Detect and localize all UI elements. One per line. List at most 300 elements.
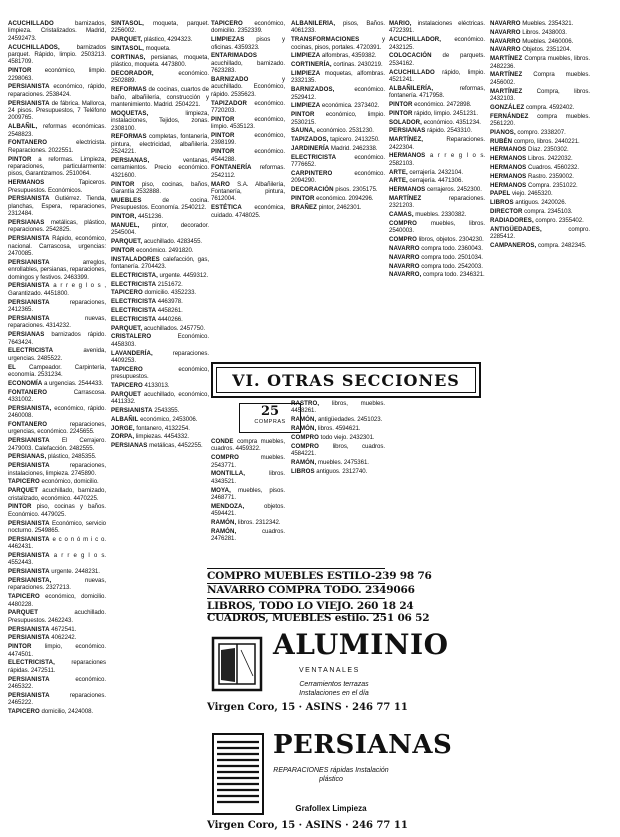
persianas-cleaning: Grafollex Limpieza	[295, 804, 367, 813]
classified-ad	[111, 197, 209, 212]
classified-ad-text: reparaciones. 2465222.	[8, 691, 106, 707]
classified-ad-text: metálicas, 4452255.	[147, 442, 203, 450]
classified-ad-heading: PINTOR	[8, 643, 32, 651]
classified-ad	[211, 438, 285, 453]
classified-ad-heading: TAPICERO	[111, 289, 143, 297]
classified-ad-heading: PERSIANISTA	[8, 568, 50, 576]
classified-ad-text: limpio, económico. 4474501.	[8, 643, 106, 658]
classifieds-column-6	[490, 20, 590, 820]
classified-ad	[111, 350, 209, 365]
classified-ad-heading: RUBÉN	[490, 137, 513, 145]
classified-ad	[8, 83, 106, 98]
classified-ad	[8, 389, 106, 404]
classified-ad-heading: MOYA,	[211, 486, 231, 494]
classified-ad-heading: NAVARRO	[389, 253, 420, 261]
classified-ad	[291, 416, 385, 423]
classified-ad-heading: COMPRO	[211, 454, 240, 462]
blind-icon	[211, 732, 265, 816]
classified-ad-heading: PERSIANISTA	[8, 195, 50, 203]
classified-ad-heading: PERSIANAS	[111, 442, 148, 450]
classified-ad	[211, 36, 285, 51]
classified-ad-text: económico, rápido, reparaciones. 2538424.	[8, 83, 106, 98]
classified-ad	[389, 271, 485, 278]
classified-ad-text: económica. 2373402.	[320, 102, 380, 110]
classified-ad-heading: BARNIZADO	[211, 76, 249, 84]
classified-ad-text: compra todo. 2501034.	[419, 253, 483, 261]
classified-ad-text: ventanas, cerramientos. Precio económico. 4321600.	[111, 157, 209, 179]
section-number: 25	[260, 404, 280, 419]
window-icon	[211, 636, 263, 692]
classified-ad-heading: FONTANERO	[8, 420, 48, 428]
classified-ad	[291, 61, 385, 68]
classified-ad	[389, 136, 485, 151]
classified-ad-heading: RAMÓN,	[291, 425, 317, 432]
classified-ad	[291, 111, 385, 126]
classified-ad	[111, 20, 209, 35]
classified-ad-text: reformas, fontanería. 4717958.	[389, 84, 485, 100]
classified-ad-heading: PERSIANISTA	[8, 675, 50, 683]
classified-ad-heading: PARQUET,	[111, 324, 143, 332]
classified-ad-text: nuevas, reparaciones. 2327213.	[8, 576, 106, 592]
classified-ad	[291, 459, 385, 466]
compras-section-box	[239, 403, 301, 433]
classified-ad	[111, 222, 209, 237]
classified-ad	[490, 208, 590, 215]
classified-ad-text: reparaciones. 2321203.	[389, 195, 485, 210]
classified-ad-text: reparaciones, urgencias, económico. 2245655.	[8, 420, 106, 436]
classified-ad-heading: CAMPANEROS,	[490, 241, 537, 249]
classified-ad	[111, 298, 209, 305]
classified-ad-heading: PERSIANISTA	[8, 99, 50, 107]
classified-ad-text: Compra, libros. 2432103.	[490, 87, 590, 102]
classified-ad	[389, 169, 485, 176]
classified-ad-text: persianas, moqueta, plástico, moqueta. 4473800.	[111, 53, 209, 69]
classified-ad-text: Tapiceros. Presupuestos. Económicos.	[8, 179, 106, 194]
classified-ad-heading: ACUCHILLADO	[389, 68, 435, 76]
classified-ad	[490, 38, 590, 45]
classified-ad	[8, 44, 106, 66]
classified-ad-text: económico. 7776652.	[291, 153, 385, 169]
classified-ad-heading: PINTOR	[291, 111, 315, 119]
classifieds-column-2	[111, 20, 209, 820]
classified-ad-heading: PAPEL	[490, 190, 511, 198]
classified-ad-text: reformas económicas. 2548823.	[8, 123, 106, 138]
classified-ad-text: reformas. 2542112.	[211, 164, 285, 179]
classified-ad	[111, 36, 209, 43]
classified-ad-heading: CORTINAS,	[111, 53, 146, 61]
classified-ad-text: 4458261.	[156, 307, 183, 315]
classified-ad	[389, 236, 485, 243]
classified-ad-heading: NAVARRO	[490, 46, 521, 54]
classified-ad-text: 4672541.	[49, 625, 77, 633]
classified-ad-text: muebles. 2543771.	[211, 454, 285, 469]
classified-ad	[291, 145, 385, 152]
classified-ad-heading: TAPICERO	[211, 20, 243, 27]
classified-ad	[8, 67, 106, 82]
classified-ad	[211, 528, 285, 543]
classified-ad	[490, 146, 590, 153]
classified-ad-text: compra todo. 2346321.	[421, 271, 485, 279]
classified-ad	[211, 204, 285, 219]
classified-ad-text: muebles. 2330382.	[413, 211, 467, 219]
classified-ad-text: muebles, pisos. 2468771.	[211, 486, 285, 502]
classified-ad-heading: HERMANOS	[8, 179, 45, 187]
classified-ad	[490, 46, 590, 53]
classified-ad-text: Compra. 2351022.	[526, 181, 578, 189]
classified-ad-heading: ALBAÑILERÍA,	[291, 20, 336, 27]
classified-ad-heading: PERSIANAS	[389, 127, 426, 135]
classified-ad-text: libros. 2312342.	[236, 519, 281, 527]
classified-ad-heading: ELECTRICISTA	[8, 347, 54, 355]
classified-ad	[291, 204, 385, 211]
classified-ad-text: económico. 4544288.	[211, 148, 285, 163]
classified-ad-heading: ZORPA,	[111, 433, 135, 441]
classified-ad-heading: FERNÁNDEZ	[490, 112, 529, 120]
classified-ad	[111, 316, 209, 323]
classified-ad-text: 2543355.	[152, 407, 180, 415]
classified-ad	[211, 470, 285, 485]
classified-ad-text: económico, rápido. 2460008.	[8, 404, 106, 420]
classified-ad-text: S.A. Albañilería, Fontanería, pintura, 7612004.	[211, 180, 285, 203]
classified-ad-heading: COMPRO	[389, 220, 418, 227]
classified-ad-text: económico. 2502889.	[111, 70, 209, 85]
classified-ad	[111, 281, 209, 288]
classified-ad	[111, 433, 209, 440]
classified-ad-heading: LIMPIEZA	[291, 52, 321, 60]
classified-ad-heading: NAVARRO	[490, 28, 521, 36]
aluminio-address: Virgen Coro, 15 · ASINS · 246 77 11	[207, 702, 408, 713]
classified-ad	[389, 186, 485, 193]
classified-ad-text: muebles. 2475361.	[316, 458, 369, 466]
classified-ad-text: compra muebles, cuadros. 4459322.	[211, 438, 285, 453]
classified-ad-heading: NAVARRO	[389, 245, 420, 252]
classified-ad-heading: ACUCHILLADO	[8, 20, 54, 27]
classified-ad	[8, 692, 106, 707]
classifieds-column-4	[291, 20, 385, 360]
classified-ad	[8, 331, 106, 346]
persianas-description: REPARACIONES rápidas Instalación plástico	[273, 767, 389, 783]
classified-ad-text: compra todo. 2542003.	[419, 262, 483, 270]
classified-ad	[111, 86, 209, 108]
classified-ad-text: plástico, 4294323.	[142, 36, 193, 44]
classified-ad-text: económico. 2094296.	[314, 195, 374, 202]
classified-ad-text: a reformas. Limpieza, reparaciones, particularmente: pisos, Garantizamos. 2510064.	[8, 155, 106, 178]
persianas-address: Virgen Coro, 15 · ASINS · 246 77 11	[207, 820, 408, 831]
classified-ad-text: 4062242.	[49, 634, 77, 642]
classified-ad-text: Libros. 2422032.	[526, 155, 573, 163]
classified-ad	[111, 181, 209, 196]
classified-ad	[490, 113, 590, 128]
classified-ad-heading: HERMANOS	[490, 172, 527, 180]
classified-ad	[291, 434, 385, 441]
classified-ad	[8, 219, 106, 234]
classified-ad-heading: PERSIANISTA	[8, 314, 50, 322]
classified-ad-text: arreglos, enrollables, persianas, reparaciones, domingos y festivos. 2463399.	[8, 258, 106, 281]
classified-ad	[389, 119, 485, 126]
classified-ad	[389, 85, 485, 100]
ad-strip-libros: LIBROS, TODO LO VIEJO. 260 18 24	[207, 600, 414, 612]
classifieds-column-5	[389, 20, 485, 820]
classified-ad-heading: PERSIANISTA	[8, 282, 50, 290]
classified-ad-heading: ALBAÑILERÍA,	[389, 84, 434, 92]
classified-ad	[111, 416, 209, 423]
classified-ad-text: económico, 2398199.	[211, 132, 285, 147]
classified-ad-text: El Cerrajero. 2479003. Calefacción. 2482555.	[8, 437, 106, 452]
classified-ad-heading: PINTOR	[8, 155, 32, 163]
classified-ad-heading: LIBROS	[490, 199, 514, 207]
aluminio-title: ALUMINIO	[273, 628, 449, 661]
classified-ad-text: económico. 2491820.	[134, 246, 194, 254]
classified-ad-heading: PERSIANISTA	[8, 235, 50, 243]
classified-ad	[291, 400, 385, 415]
classified-ad	[8, 156, 106, 178]
classified-ad-text: fontanero, 4132254.	[134, 424, 190, 432]
ad-strip-navarro: NAVARRO COMPRA TODO. 2349066	[207, 584, 415, 596]
classified-ad-text: cuadros. 2476281.	[211, 527, 285, 543]
classified-ad-heading: REFORMAS	[111, 133, 147, 141]
classified-ad-text: a r r e g l o s. 2582103.	[389, 152, 485, 167]
classifieds-column-3-lower	[211, 438, 285, 566]
classified-ad-heading: COMPRO	[291, 442, 320, 450]
classified-ad	[111, 110, 209, 132]
classified-ad-text: a r r e g l o s , Garantizado. 4451800.	[8, 282, 106, 297]
classified-ad-heading: DECORACIÓN	[291, 186, 334, 194]
classified-ad	[8, 626, 106, 633]
classified-ad-heading: PARQUET,	[111, 238, 143, 246]
classified-ad	[8, 634, 106, 641]
classified-ad	[211, 181, 285, 203]
classified-ad-text: e c o n ó m i c o. 4462431.	[8, 535, 106, 551]
classified-ad	[8, 139, 106, 154]
classified-ad-heading: PERSIANISTA	[8, 535, 50, 543]
classified-ad	[8, 20, 106, 42]
classified-ad	[490, 190, 590, 197]
classified-ad-text: pisos, Baños. 4061233.	[291, 20, 385, 35]
classified-ad	[8, 259, 106, 281]
classified-ad	[389, 245, 485, 252]
classified-ad-text: económico. 2094290.	[291, 170, 385, 185]
classified-ad-heading: CRISTALERO	[111, 333, 152, 341]
classified-ad-heading: ELECTRICISTA	[291, 153, 337, 161]
classified-ad-heading: PINTOR	[211, 115, 235, 123]
classified-ad-text: moqueta.	[143, 45, 171, 52]
classified-ad	[291, 36, 385, 51]
classified-ad	[8, 347, 106, 362]
classified-ad-text: muebles, libros. 2540003.	[389, 220, 485, 235]
classified-ad-text: acuchillados. 2457750.	[142, 324, 206, 332]
classified-ad	[490, 71, 590, 86]
classified-ad	[291, 186, 385, 193]
classified-ad-text: pisos. 2305175.	[333, 186, 378, 194]
classified-ad	[111, 70, 209, 85]
classified-ad	[8, 708, 106, 715]
classified-ad	[8, 100, 106, 122]
ad-strip-cuadros: CUADROS, MUEBLES estilo. 251 06 52	[207, 612, 430, 624]
classified-ad-heading: LIMPIEZA	[291, 102, 321, 110]
classified-ad-text: a r r e g l o s. 4552443.	[8, 551, 106, 567]
classified-ad	[8, 536, 106, 551]
classified-ad-text: metálicas, plástico, reparaciones. 2542825.	[8, 219, 106, 234]
classified-ad-heading: PARQUET	[111, 390, 142, 398]
classified-ad-text: cortinas. 2430219.	[331, 61, 383, 69]
classifieds-column-4-lower	[291, 400, 385, 566]
classified-ad-text: Compra muebles. 2456002.	[490, 71, 590, 86]
classified-ad-text: económica, cuidado. 4748025.	[211, 204, 285, 219]
classified-ad	[8, 520, 106, 535]
classified-ad	[8, 659, 106, 674]
classified-ad-heading: COLOCACIÓN	[389, 52, 432, 60]
classified-ad-heading: DECORADOR,	[111, 70, 154, 77]
classified-ad-heading: RAMÓN,	[211, 519, 237, 527]
classified-ad	[8, 380, 106, 387]
classified-ad-heading: GONZÁLEZ	[490, 103, 525, 111]
classified-ad-heading: ARTE,	[389, 168, 408, 176]
classified-ad-text: y cocinas, pisos, portales. 4720391.	[291, 36, 385, 51]
classified-ad	[490, 55, 590, 70]
classified-ad-heading: PERSIANISTA,	[8, 404, 52, 412]
classified-ad-text: rápido. 2543310.	[425, 127, 473, 135]
classified-ad-text: económico. 2465322.	[8, 675, 106, 690]
classified-ad-text: reparaciones, 2412365.	[8, 298, 106, 314]
classified-ad-heading: PINTOR,	[111, 213, 137, 221]
classified-ad-heading: TAPICERO	[8, 593, 40, 601]
classified-ad	[8, 577, 106, 592]
classified-ad	[111, 333, 209, 348]
classified-ad-heading: PINTOR	[291, 195, 315, 202]
classified-ad-heading: PERSIANISTA	[8, 437, 50, 445]
classified-ad-heading: JORGE,	[111, 424, 135, 432]
classified-ad-text: Libros. 2438003.	[520, 28, 567, 36]
classified-ad-heading: MUEBLES	[111, 196, 142, 204]
classified-ad-heading: ALBAÑIL,	[8, 123, 38, 131]
classified-ad-text: antigüedades. 2451023.	[316, 416, 383, 424]
classified-ad	[389, 127, 485, 134]
classified-ad-heading: MARTÍNEZ	[490, 71, 523, 79]
classified-ad-heading: MARIO,	[389, 20, 412, 27]
classified-ad	[211, 148, 285, 163]
classified-ad-text: económico. 2531230.	[314, 127, 374, 135]
classified-ad-heading: PINTOR	[389, 109, 413, 117]
classified-ad-text: económico. 2432125.	[389, 36, 485, 51]
classified-ad-text: 2151672.	[156, 280, 183, 288]
classified-ad	[111, 157, 209, 179]
classified-ad-heading: ENTARIMADOS	[211, 52, 258, 60]
classified-ad-heading: FONTANERO	[8, 139, 48, 147]
classified-ad-text: rápido, limpio. 4521241.	[389, 68, 485, 84]
classified-ad-text: domicilio. 4352233.	[142, 289, 197, 297]
classified-ad-text: económico, limpio. 4535123.	[211, 115, 285, 131]
classified-ad-heading: HERMANOS	[490, 146, 527, 154]
classified-ad-text: Díaz. 2350302.	[526, 146, 569, 154]
classified-ad-heading: DIRECTOR	[490, 207, 523, 215]
classified-ad-heading: PARQUET	[8, 487, 39, 495]
classified-ad-heading: TAPICERO	[8, 478, 40, 486]
classified-ad-heading: PERSIANISTA	[8, 691, 50, 699]
classified-ad-heading: SOLADOR,	[389, 118, 422, 126]
classified-ad-heading: ELECTRICISTA	[111, 280, 157, 288]
classified-ad	[8, 405, 106, 420]
classified-ad-heading: PIANOS,	[490, 128, 516, 136]
classified-ad-text: económico, limpio. 2530215.	[291, 111, 385, 126]
classified-ad-text: cerrajería. 4471306.	[407, 177, 463, 185]
aluminio-ad	[207, 626, 449, 718]
classified-ad	[211, 116, 285, 131]
classified-ad-heading: MARTÍNEZ	[389, 195, 422, 202]
classified-ad-text: económico, 2453006.	[138, 415, 198, 423]
persianas-title: PERSIANAS	[273, 730, 453, 760]
classified-ad	[211, 100, 285, 115]
classified-ad-heading: LAVANDERÍA,	[111, 349, 153, 357]
classified-ad-text: económico. 7720203.	[211, 99, 285, 115]
classified-ad-text: limpiezas. 4454332.	[134, 433, 190, 441]
classified-ad	[8, 421, 106, 436]
classified-ad	[389, 254, 485, 261]
classified-ad-heading: ACUCHILLADOS,	[8, 43, 60, 51]
classified-ad-heading: PERSIANAS,	[8, 453, 47, 461]
classified-ad-text: de parquets. 2534162.	[389, 52, 485, 67]
classified-ad-text: 4133013.	[142, 382, 170, 390]
classified-ad	[389, 101, 485, 108]
classified-ad-text: Campeador. Carpintería, economía. 2531234.	[8, 363, 106, 378]
classified-ad-text: moqueta, parquet. 2256002.	[111, 20, 209, 35]
classified-ad	[389, 20, 485, 35]
classified-ad-text: avenida, urgencias. 2485522.	[8, 347, 106, 362]
classified-ad	[291, 170, 385, 185]
classified-ad	[8, 179, 106, 194]
classified-ad-heading: ANTIGÜEDADES,	[490, 225, 542, 233]
classified-ad-heading: PINTOR	[389, 101, 413, 109]
classified-ad-heading: PERSIANISTA	[8, 519, 50, 527]
classified-ad-heading: NAVARRO	[490, 37, 521, 45]
classified-ad	[111, 272, 209, 279]
aluminio-subtitle: VENTANALES	[299, 667, 360, 674]
classified-ad-text: plástico, 2485355.	[46, 453, 97, 461]
classified-ad	[211, 164, 285, 179]
classified-ad	[490, 20, 590, 27]
classified-ad-heading: PERSIANISTA	[111, 407, 153, 415]
classified-ad	[8, 676, 106, 691]
classified-ad-heading: ELECTRICISTA	[111, 315, 157, 323]
classified-ad-heading: FONTANERÍA	[211, 164, 252, 172]
classified-ad-heading: BARNIZADOS,	[291, 86, 335, 94]
classified-ad	[291, 20, 385, 35]
aluminio-description: Cerramientos terrazas Instalaciones en el día	[299, 681, 369, 697]
classified-ad	[111, 247, 209, 254]
classified-ad-text: piso, cocinas, baños, Garantía 2532888.	[111, 180, 209, 196]
classified-ad-text: compra todo. 2360043.	[419, 245, 483, 252]
classified-ad	[291, 52, 385, 59]
classified-ad-heading: PINTOR	[8, 503, 32, 511]
classified-ad	[111, 45, 209, 52]
classified-ad-heading: REFORMAS	[111, 86, 147, 94]
classified-ad	[211, 52, 285, 74]
classified-ad	[490, 173, 590, 180]
classified-ad-text: compro. 2285412.	[490, 225, 590, 240]
classified-ad	[389, 263, 485, 270]
classified-ad-text: Económico. 4458303.	[111, 333, 209, 348]
classified-ad-heading: CORTINERÍA,	[291, 61, 332, 69]
classified-ad-text: reparaciones rápidas. 2472511.	[8, 659, 106, 674]
classified-ad-heading: RAMÓN,	[211, 527, 237, 535]
classified-ad	[490, 164, 590, 171]
classified-ad-heading: ELECTRICISTA,	[8, 659, 55, 667]
classified-ad-text: compro. 2355402.	[533, 216, 584, 224]
classified-ad-text: económico. 4351234.	[421, 118, 481, 126]
classified-ad-text: y acuchillado. Económico, rápido. 2535623.	[211, 76, 285, 98]
classified-ad-text: Económico, servicio nocturno. 2549865.	[8, 519, 106, 534]
classified-ad	[8, 609, 106, 624]
classified-ad	[291, 468, 385, 475]
